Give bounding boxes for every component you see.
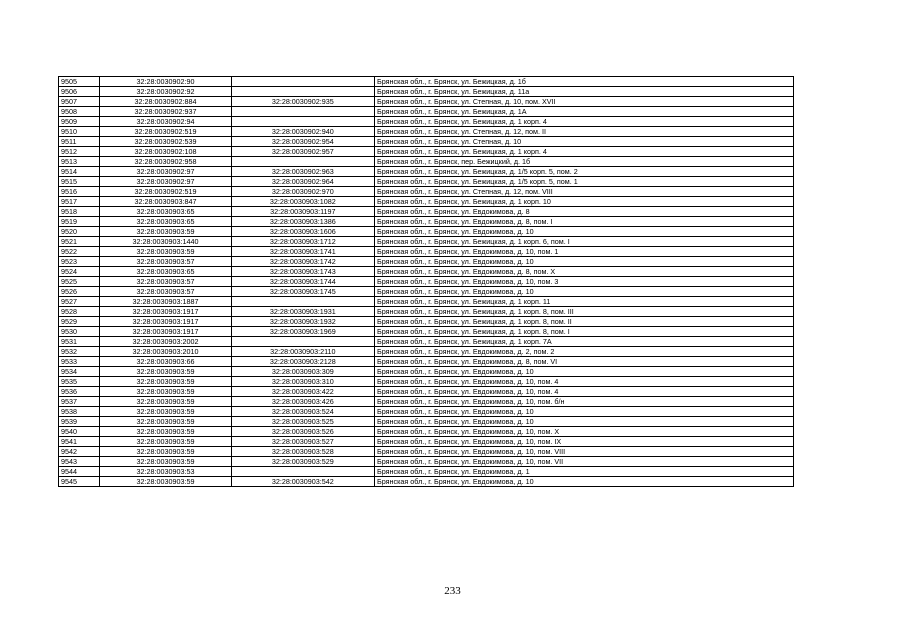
- object-number-cell: 32:28:0030903:309: [231, 367, 374, 377]
- table-row: [59, 77, 794, 87]
- object-number-cell: 32:28:0030903:1741: [231, 247, 374, 257]
- address-cell: Брянская обл., г. Брянск, ул. Бежицкая, д. 1 корп. 8, пом. I: [375, 327, 794, 337]
- address-cell: Брянская обл., г. Брянск, ул. Евдокимова, д. 10, пом. IX: [375, 437, 794, 447]
- table-row: [59, 327, 794, 337]
- cadastral-number-cell: 32:28:0030902:519: [100, 187, 231, 197]
- address-cell: Брянская обл., г. Брянск, ул. Евдокимова, д. 10, пом. VIII: [375, 447, 794, 457]
- registry-table: [58, 76, 794, 487]
- cadastral-number-cell: 32:28:0030903:57: [100, 287, 231, 297]
- object-number-cell: 32:28:0030902:957: [231, 147, 374, 157]
- object-number-cell: [231, 337, 374, 347]
- table-row: [59, 287, 794, 297]
- object-number-cell: [231, 107, 374, 117]
- row-number-cell: 9510: [59, 127, 100, 137]
- row-number-cell: 9539: [59, 417, 100, 427]
- object-number-cell: 32:28:0030903:1969: [231, 327, 374, 337]
- table-row: [59, 87, 794, 97]
- cadastral-number-cell: 32:28:0030903:59: [100, 227, 231, 237]
- address-cell: Брянская обл., г. Брянск, ул. Бежицкая, д. 1 корп. 7А: [375, 337, 794, 347]
- address-cell: Брянская обл., г. Брянск, ул. Бежицкая, д. 1 корп. 4: [375, 147, 794, 157]
- table-row: [59, 387, 794, 397]
- row-number-cell: 9512: [59, 147, 100, 157]
- table-row: [59, 417, 794, 427]
- address-cell: Брянская обл., г. Брянск, ул. Евдокимова, д. 10: [375, 367, 794, 377]
- cadastral-number-cell: 32:28:0030903:59: [100, 477, 231, 487]
- cadastral-number-cell: 32:28:0030903:1917: [100, 317, 231, 327]
- cadastral-number-cell: 32:28:0030902:519: [100, 127, 231, 137]
- address-cell: Брянская обл., г. Брянск, ул. Евдокимова, д. 8: [375, 207, 794, 217]
- row-number-cell: 9511: [59, 137, 100, 147]
- address-cell: Брянская обл., г. Брянск, ул. Бежицкая, д. 1 корп. 10: [375, 197, 794, 207]
- table-row: [59, 227, 794, 237]
- row-number-cell: 9530: [59, 327, 100, 337]
- object-number-cell: [231, 77, 374, 87]
- table-row: [59, 317, 794, 327]
- address-cell: Брянская обл., г. Брянск, ул. Евдокимова, д. 10: [375, 477, 794, 487]
- object-number-cell: [231, 297, 374, 307]
- object-number-cell: 32:28:0030903:1606: [231, 227, 374, 237]
- address-cell: Брянская обл., г. Брянск, ул. Бежицкая, д. 1 корп. 11: [375, 297, 794, 307]
- table-row: [59, 427, 794, 437]
- table-row: [59, 247, 794, 257]
- row-number-cell: 9528: [59, 307, 100, 317]
- cadastral-number-cell: 32:28:0030902:90: [100, 77, 231, 87]
- address-cell: Брянская обл., г. Брянск, ул. Евдокимова, д. 10: [375, 407, 794, 417]
- cadastral-number-cell: 32:28:0030902:884: [100, 97, 231, 107]
- address-cell: Брянская обл., г. Брянск, ул. Степная, д. 12, пом. II: [375, 127, 794, 137]
- page-number: 233: [444, 585, 461, 597]
- table-row: [59, 357, 794, 367]
- address-cell: Брянская обл., г. Брянск, ул. Евдокимова, д. 10, пом. 3: [375, 277, 794, 287]
- row-number-cell: 9541: [59, 437, 100, 447]
- address-cell: Брянская обл., г. Брянск, ул. Евдокимова, д. 8, пом. X: [375, 267, 794, 277]
- row-number-cell: 9508: [59, 107, 100, 117]
- address-cell: Брянская обл., г. Брянск, ул. Бежицкая, д. 1 корп. 8, пом. III: [375, 307, 794, 317]
- table-row: [59, 437, 794, 447]
- cadastral-number-cell: 32:28:0030902:97: [100, 177, 231, 187]
- cadastral-number-cell: 32:28:0030903:57: [100, 257, 231, 267]
- table-row: [59, 217, 794, 227]
- object-number-cell: 32:28:0030903:1742: [231, 257, 374, 267]
- address-cell: Брянская обл., г. Брянск, ул. Евдокимова, д. 10, пом. X: [375, 427, 794, 437]
- row-number-cell: 9545: [59, 477, 100, 487]
- cadastral-number-cell: 32:28:0030903:59: [100, 387, 231, 397]
- table-row: [59, 297, 794, 307]
- cadastral-number-cell: 32:28:0030903:1887: [100, 297, 231, 307]
- object-number-cell: 32:28:0030902:963: [231, 167, 374, 177]
- row-number-cell: 9513: [59, 157, 100, 167]
- row-number-cell: 9536: [59, 387, 100, 397]
- object-number-cell: 32:28:0030903:1743: [231, 267, 374, 277]
- cadastral-number-cell: 32:28:0030903:59: [100, 367, 231, 377]
- row-number-cell: 9537: [59, 397, 100, 407]
- table-row: [59, 397, 794, 407]
- address-cell: Брянская обл., г. Брянск, ул. Бежицкая, д. 1 корп. 6, пом. I: [375, 237, 794, 247]
- cadastral-number-cell: 32:28:0030903:59: [100, 417, 231, 427]
- address-cell: Брянская обл., г. Брянск, ул. Евдокимова, д. 10: [375, 227, 794, 237]
- row-number-cell: 9516: [59, 187, 100, 197]
- cadastral-number-cell: 32:28:0030902:108: [100, 147, 231, 157]
- table-row: [59, 347, 794, 357]
- cadastral-number-cell: 32:28:0030903:59: [100, 397, 231, 407]
- cadastral-number-cell: 32:28:0030903:847: [100, 197, 231, 207]
- address-cell: Брянская обл., г. Брянск, ул. Евдокимова, д. 10, пом. VII: [375, 457, 794, 467]
- cadastral-number-cell: 32:28:0030902:958: [100, 157, 231, 167]
- table-row: [59, 467, 794, 477]
- row-number-cell: 9532: [59, 347, 100, 357]
- row-number-cell: 9519: [59, 217, 100, 227]
- object-number-cell: 32:28:0030903:542: [231, 477, 374, 487]
- table-row: [59, 147, 794, 157]
- row-number-cell: 9533: [59, 357, 100, 367]
- cadastral-number-cell: 32:28:0030902:92: [100, 87, 231, 97]
- object-number-cell: 32:28:0030902:935: [231, 97, 374, 107]
- cadastral-number-cell: 32:28:0030903:1440: [100, 237, 231, 247]
- row-number-cell: 9526: [59, 287, 100, 297]
- row-number-cell: 9544: [59, 467, 100, 477]
- object-number-cell: 32:28:0030903:1386: [231, 217, 374, 227]
- row-number-cell: 9535: [59, 377, 100, 387]
- address-cell: Брянская обл., г. Брянск, ул. Степная, д. 10: [375, 137, 794, 147]
- table-row: [59, 177, 794, 187]
- cadastral-number-cell: 32:28:0030903:59: [100, 457, 231, 467]
- cadastral-number-cell: 32:28:0030903:2010: [100, 347, 231, 357]
- object-number-cell: 32:28:0030902:954: [231, 137, 374, 147]
- object-number-cell: 32:28:0030903:1197: [231, 207, 374, 217]
- cadastral-number-cell: 32:28:0030903:65: [100, 267, 231, 277]
- address-cell: Брянская обл., г. Брянск, ул. Евдокимова, д. 10: [375, 417, 794, 427]
- table-row: [59, 367, 794, 377]
- cadastral-number-cell: 32:28:0030903:59: [100, 247, 231, 257]
- object-number-cell: [231, 87, 374, 97]
- object-number-cell: 32:28:0030903:426: [231, 397, 374, 407]
- object-number-cell: 32:28:0030903:1082: [231, 197, 374, 207]
- table-row: [59, 97, 794, 107]
- cadastral-number-cell: 32:28:0030903:53: [100, 467, 231, 477]
- object-number-cell: 32:28:0030903:2128: [231, 357, 374, 367]
- row-number-cell: 9527: [59, 297, 100, 307]
- address-cell: Брянская обл., г. Брянск, ул. Бежицкая, д. 1/5 корп. 5, пом. 2: [375, 167, 794, 177]
- row-number-cell: 9515: [59, 177, 100, 187]
- table-row: [59, 117, 794, 127]
- cadastral-number-cell: 32:28:0030903:57: [100, 277, 231, 287]
- object-number-cell: [231, 467, 374, 477]
- row-number-cell: 9543: [59, 457, 100, 467]
- cadastral-number-cell: 32:28:0030903:66: [100, 357, 231, 367]
- row-number-cell: 9531: [59, 337, 100, 347]
- object-number-cell: 32:28:0030902:964: [231, 177, 374, 187]
- cadastral-number-cell: 32:28:0030902:937: [100, 107, 231, 117]
- row-number-cell: 9534: [59, 367, 100, 377]
- address-cell: Брянская обл., г. Брянск, пер. Бежицкий, д. 1б: [375, 157, 794, 167]
- row-number-cell: 9523: [59, 257, 100, 267]
- row-number-cell: 9505: [59, 77, 100, 87]
- address-cell: Брянская обл., г. Брянск, ул. Бежицкая, д. 1А: [375, 107, 794, 117]
- table-row: [59, 237, 794, 247]
- address-cell: Брянская обл., г. Брянск, ул. Евдокимова, д. 10, пом. 1: [375, 247, 794, 257]
- table-row: [59, 457, 794, 467]
- table-row: [59, 197, 794, 207]
- address-cell: Брянская обл., г. Брянск, ул. Бежицкая, д. 1/5 корп. 5, пом. 1: [375, 177, 794, 187]
- object-number-cell: 32:28:0030903:526: [231, 427, 374, 437]
- row-number-cell: 9520: [59, 227, 100, 237]
- table-row: [59, 267, 794, 277]
- row-number-cell: 9540: [59, 427, 100, 437]
- table-row: [59, 127, 794, 137]
- row-number-cell: 9509: [59, 117, 100, 127]
- cadastral-number-cell: 32:28:0030903:65: [100, 207, 231, 217]
- object-number-cell: 32:28:0030903:528: [231, 447, 374, 457]
- object-number-cell: 32:28:0030903:1712: [231, 237, 374, 247]
- cadastral-number-cell: 32:28:0030903:59: [100, 407, 231, 417]
- object-number-cell: 32:28:0030902:940: [231, 127, 374, 137]
- address-cell: Брянская обл., г. Брянск, ул. Евдокимова, д. 1: [375, 467, 794, 477]
- object-number-cell: 32:28:0030903:2110: [231, 347, 374, 357]
- address-cell: Брянская обл., г. Брянск, ул. Евдокимова, д. 2, пом. 2: [375, 347, 794, 357]
- address-cell: Брянская обл., г. Брянск, ул. Бежицкая, д. 1 корп. 8, пом. II: [375, 317, 794, 327]
- object-number-cell: 32:28:0030903:1931: [231, 307, 374, 317]
- object-number-cell: 32:28:0030903:527: [231, 437, 374, 447]
- object-number-cell: 32:28:0030902:970: [231, 187, 374, 197]
- object-number-cell: 32:28:0030903:524: [231, 407, 374, 417]
- row-number-cell: 9514: [59, 167, 100, 177]
- row-number-cell: 9518: [59, 207, 100, 217]
- table-row: [59, 257, 794, 267]
- object-number-cell: 32:28:0030903:422: [231, 387, 374, 397]
- address-cell: Брянская обл., г. Брянск, ул. Бежицкая, д. 1 корп. 4: [375, 117, 794, 127]
- cadastral-number-cell: 32:28:0030903:2002: [100, 337, 231, 347]
- cadastral-number-cell: 32:28:0030903:59: [100, 447, 231, 457]
- table-row: [59, 407, 794, 417]
- address-cell: Брянская обл., г. Брянск, ул. Евдокимова, д. 10: [375, 257, 794, 267]
- row-number-cell: 9529: [59, 317, 100, 327]
- row-number-cell: 9525: [59, 277, 100, 287]
- cadastral-number-cell: 32:28:0030903:65: [100, 217, 231, 227]
- table-row: [59, 277, 794, 287]
- address-cell: Брянская обл., г. Брянск, ул. Евдокимова, д. 10, пом. 4: [375, 377, 794, 387]
- row-number-cell: 9542: [59, 447, 100, 457]
- table-row: [59, 157, 794, 167]
- row-number-cell: 9538: [59, 407, 100, 417]
- address-cell: Брянская обл., г. Брянск, ул. Евдокимова, д. 10: [375, 287, 794, 297]
- cadastral-number-cell: 32:28:0030903:1917: [100, 307, 231, 317]
- object-number-cell: 32:28:0030903:310: [231, 377, 374, 387]
- row-number-cell: 9507: [59, 97, 100, 107]
- address-cell: Брянская обл., г. Брянск, ул. Евдокимова, д. 10, пом. 4: [375, 387, 794, 397]
- table-row: [59, 337, 794, 347]
- table-row: [59, 137, 794, 147]
- row-number-cell: 9524: [59, 267, 100, 277]
- object-number-cell: 32:28:0030903:1745: [231, 287, 374, 297]
- table-row: [59, 167, 794, 177]
- table-body: [59, 77, 794, 487]
- table-row: [59, 207, 794, 217]
- address-cell: Брянская обл., г. Брянск, ул. Бежицкая, д. 11а: [375, 87, 794, 97]
- object-number-cell: 32:28:0030903:525: [231, 417, 374, 427]
- row-number-cell: 9522: [59, 247, 100, 257]
- cadastral-number-cell: 32:28:0030902:94: [100, 117, 231, 127]
- object-number-cell: 32:28:0030903:1744: [231, 277, 374, 287]
- table-row: [59, 377, 794, 387]
- table-row: [59, 107, 794, 117]
- row-number-cell: 9506: [59, 87, 100, 97]
- address-cell: Брянская обл., г. Брянск, ул. Степная, д. 10, пом. XVII: [375, 97, 794, 107]
- cadastral-number-cell: 32:28:0030903:1917: [100, 327, 231, 337]
- address-cell: Брянская обл., г. Брянск, ул. Степная, д. 12, пом. VIII: [375, 187, 794, 197]
- address-cell: Брянская обл., г. Брянск, ул. Евдокимова, д. 8, пом. I: [375, 217, 794, 227]
- address-cell: Брянская обл., г. Брянск, ул. Евдокимова, д. 8, пом. VI: [375, 357, 794, 367]
- object-number-cell: 32:28:0030903:1932: [231, 317, 374, 327]
- row-number-cell: 9517: [59, 197, 100, 207]
- table-row: [59, 477, 794, 487]
- row-number-cell: 9521: [59, 237, 100, 247]
- object-number-cell: 32:28:0030903:529: [231, 457, 374, 467]
- cadastral-number-cell: 32:28:0030903:59: [100, 437, 231, 447]
- table-row: [59, 307, 794, 317]
- address-cell: Брянская обл., г. Брянск, ул. Евдокимова, д. 10, пом. б/н: [375, 397, 794, 407]
- object-number-cell: [231, 157, 374, 167]
- cadastral-number-cell: 32:28:0030902:97: [100, 167, 231, 177]
- table-row: [59, 187, 794, 197]
- table-row: [59, 447, 794, 457]
- cadastral-number-cell: 32:28:0030902:539: [100, 137, 231, 147]
- cadastral-number-cell: 32:28:0030903:59: [100, 377, 231, 387]
- address-cell: Брянская обл., г. Брянск, ул. Бежицкая, д. 1б: [375, 77, 794, 87]
- object-number-cell: [231, 117, 374, 127]
- cadastral-number-cell: 32:28:0030903:59: [100, 427, 231, 437]
